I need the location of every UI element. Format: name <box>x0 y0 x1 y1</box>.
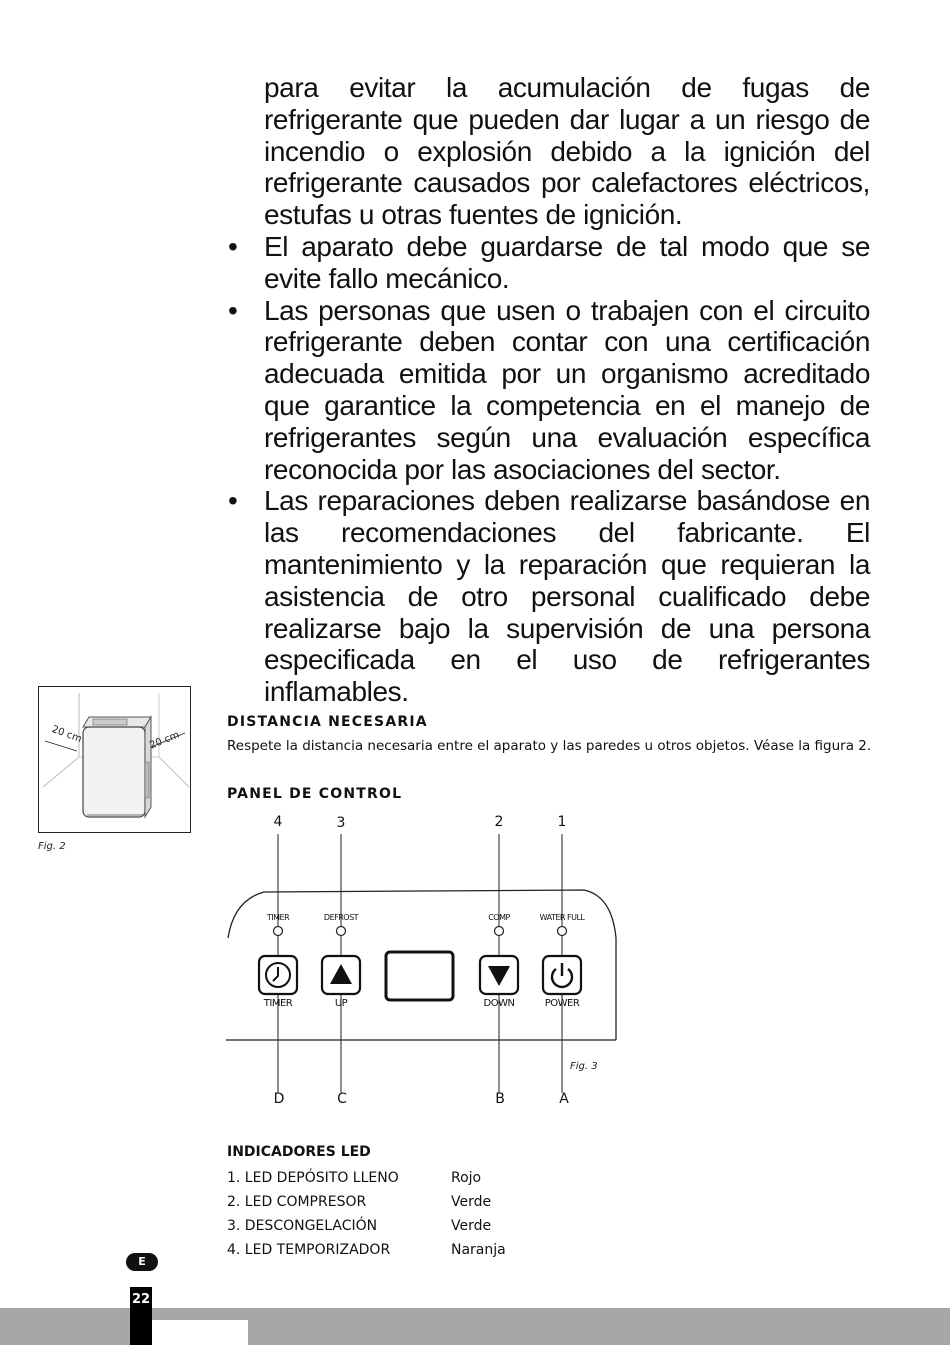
led-color: Naranja <box>451 1242 506 1258</box>
led-color: Verde <box>451 1194 492 1210</box>
led-name: 4. LED TEMPORIZADOR <box>227 1242 391 1258</box>
bullet-text: Las personas que usen o trabajen con el circuito refrigerante deben contar con una certificación adecuada emitida por un organismo acreditado que garantice la competencia en el manejo de refrigerantes según una evaluación específica reconocida por las asociaciones del sector. <box>264 294 870 485</box>
callout-number-4: 4 <box>273 814 283 830</box>
dehumidifier-illustration <box>39 687 189 831</box>
main-text-block <box>228 72 870 708</box>
bullet-item <box>228 295 870 486</box>
figure-3-caption: Fig. 3 <box>570 1061 598 1072</box>
bullet-dot: • <box>228 485 238 517</box>
panel-title: PANEL DE CONTROL <box>227 786 403 802</box>
led-color: Verde <box>451 1218 492 1234</box>
callout-letter-b: B <box>495 1091 505 1107</box>
led-label-defrost: DEFROST <box>323 913 359 922</box>
dimension-label-right: 20 cm <box>148 729 182 752</box>
callout-letter-d: D <box>273 1091 285 1107</box>
distancia-title: DISTANCIA NECESARIA <box>227 714 428 730</box>
table-row <box>227 1214 506 1238</box>
led-color: Rojo <box>451 1170 482 1186</box>
footer-white-block <box>152 1320 248 1345</box>
button-label-power: POWER <box>544 998 580 1009</box>
callout-letter-c: C <box>337 1091 347 1107</box>
bullet-item <box>228 485 870 708</box>
callout-number-2: 2 <box>494 814 504 830</box>
button-label-up: UP <box>334 998 348 1009</box>
led-name: 2. LED COMPRESOR <box>227 1194 367 1210</box>
bullet-dot: • <box>228 294 238 326</box>
bullet-text: Las reparaciones deben realizarse basándose en las recomendaciones del fabricante. El mantenimiento y la reparación que requieran la asistencia de otro personal cualificado debe realizarse bajo la supervisión de una persona especificada en el uso de refrigerantes inflamables. <box>264 485 870 708</box>
language-badge: E <box>126 1253 158 1271</box>
led-label-water-full: WATER FULL <box>539 913 585 922</box>
bullet-dot: • <box>228 230 238 262</box>
figure-2-caption: Fig. 2 <box>38 841 66 852</box>
bullet-item <box>228 231 870 295</box>
led-label-comp: COMP <box>488 913 510 922</box>
callout-number-3: 3 <box>336 815 346 831</box>
led-indicators-title: INDICADORES LED <box>227 1144 371 1160</box>
callout-number-1: 1 <box>557 814 567 830</box>
control-panel-diagram <box>224 812 624 1112</box>
distancia-text: Respete la distancia necesaria entre el aparato y las paredes u otros objetos. Véase la figura 2. <box>227 738 872 754</box>
dimension-label-left: 20 cm <box>50 724 84 745</box>
table-row <box>227 1166 506 1190</box>
led-name: 1. LED DEPÓSITO LLENO <box>227 1170 399 1186</box>
table-row <box>227 1190 506 1214</box>
button-label-down: DOWN <box>483 998 515 1009</box>
figure-2-placement <box>38 686 191 833</box>
panel-drawing <box>224 812 624 1112</box>
table-row <box>227 1238 506 1262</box>
led-indicators-table <box>227 1144 506 1262</box>
intro-paragraph: para evitar la acumulación de fugas de refrigerante que pueden dar lugar a un riesgo de incendio o explosión debido a la ignición del refrigerante causados por calefactores eléctricos, estufas u otras fuentes de ignición. <box>264 72 870 231</box>
callout-letter-a: A <box>559 1091 569 1107</box>
bullet-text: El aparato debe guardarse de tal modo que se evite fallo mecánico. <box>264 230 870 294</box>
button-label-timer: TIMER <box>263 998 293 1009</box>
led-label-timer: TIMER <box>266 913 290 922</box>
led-name: 3. DESCONGELACIÓN <box>227 1218 378 1234</box>
page-number: 22 <box>131 1292 151 1307</box>
